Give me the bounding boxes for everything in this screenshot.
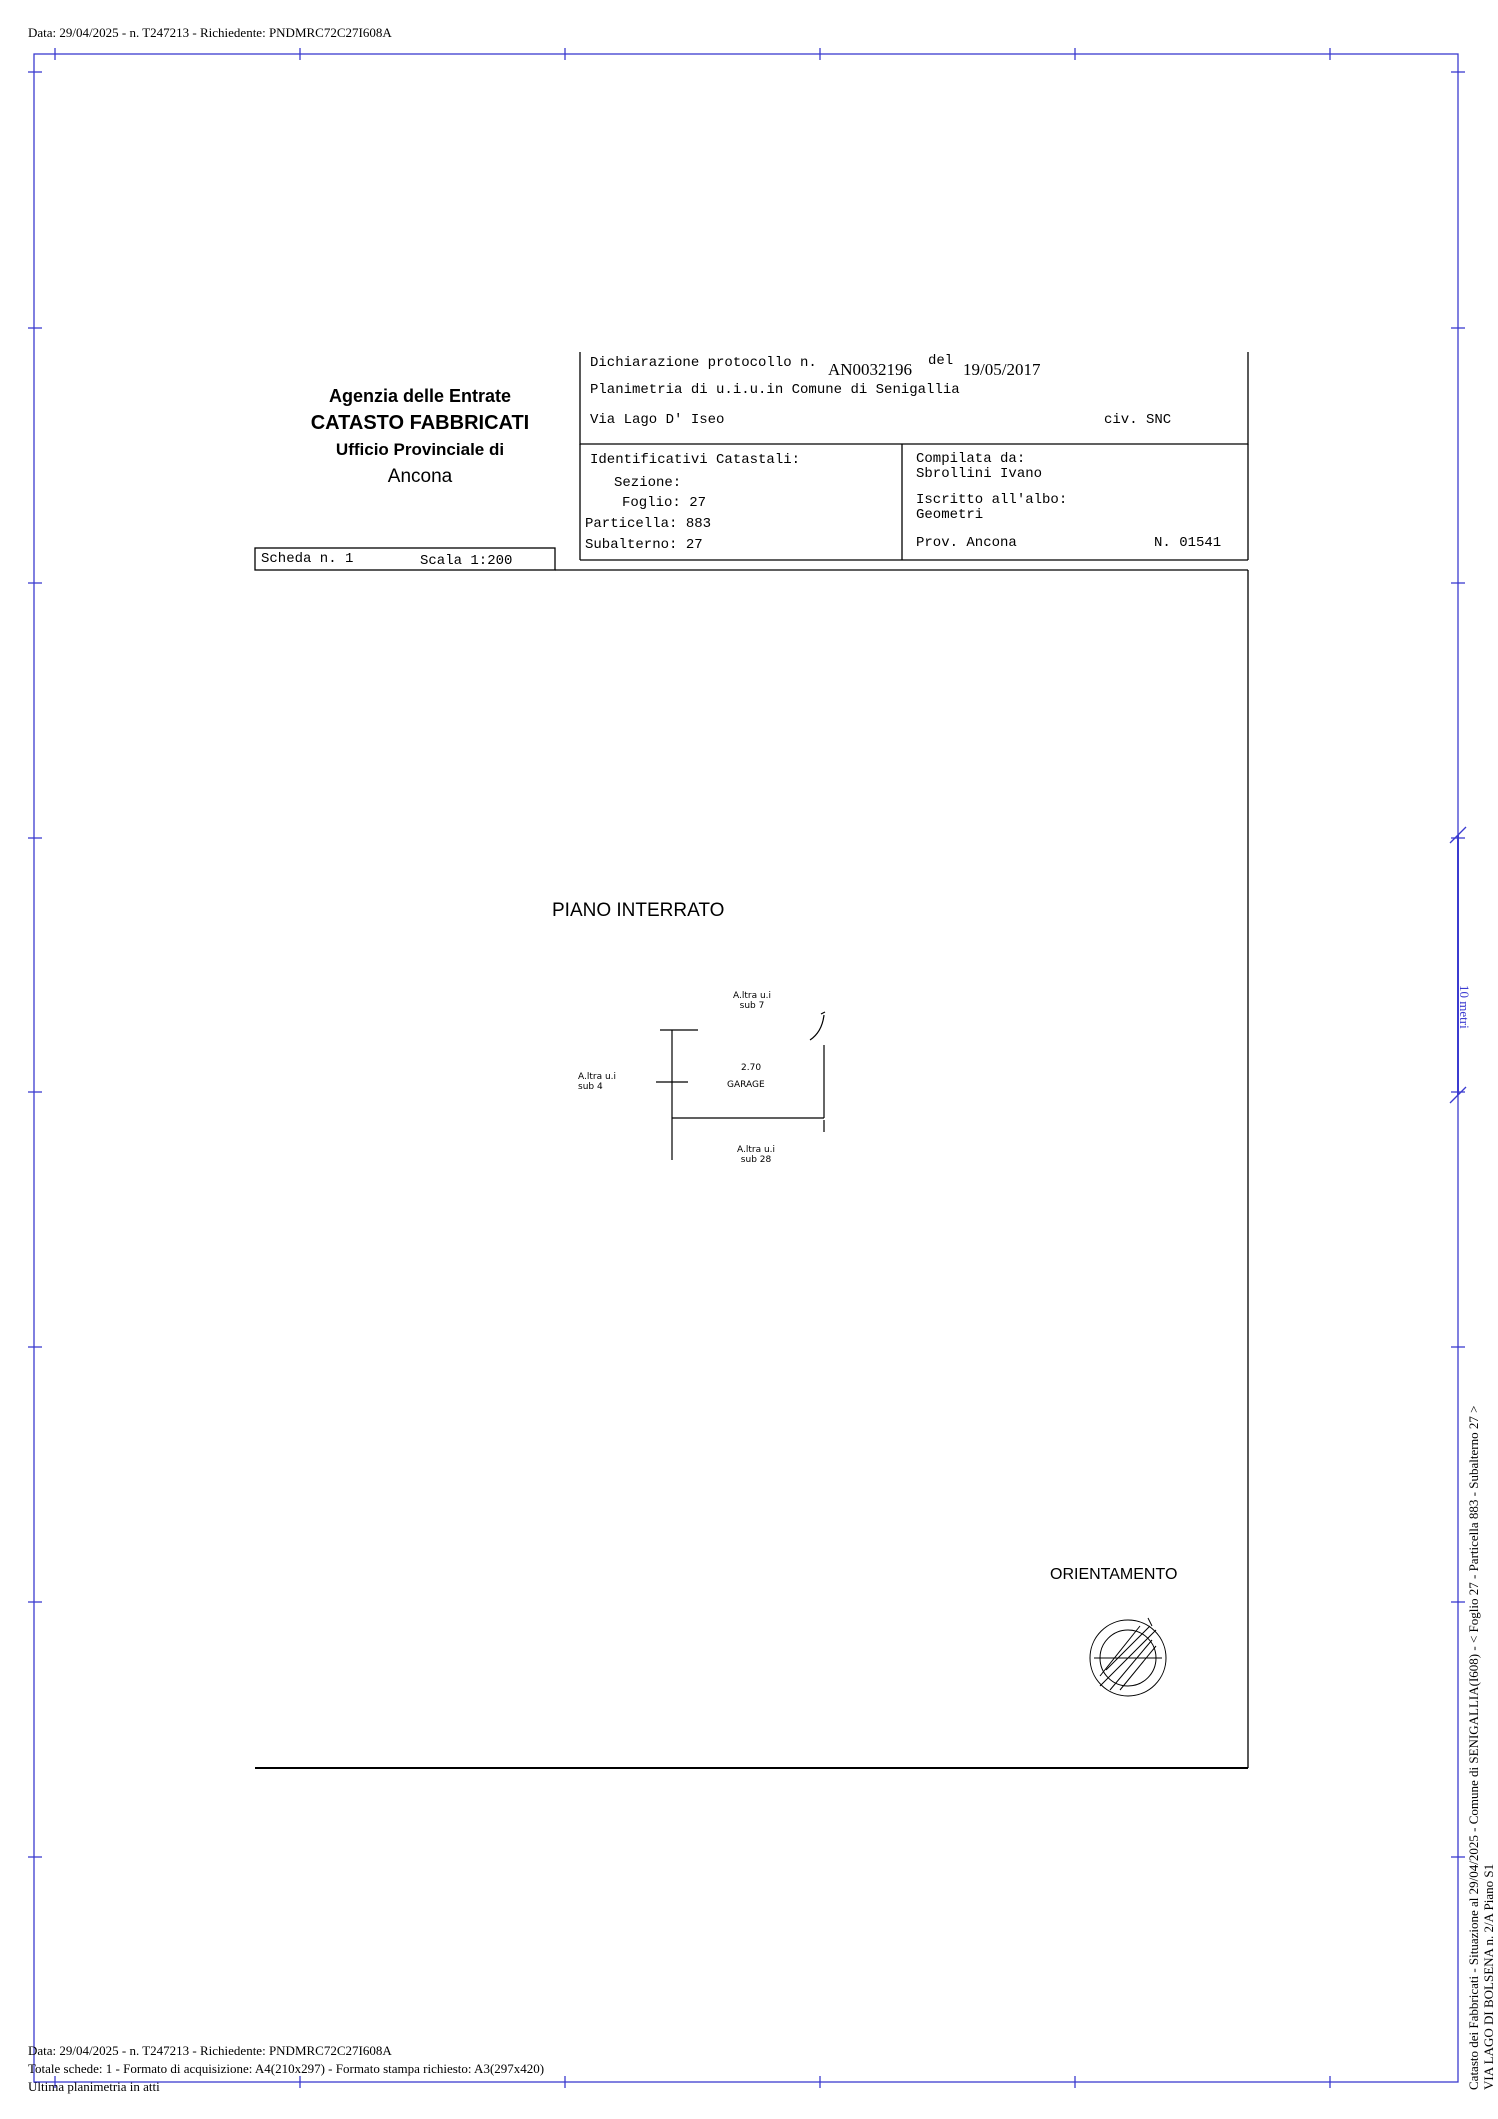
compass-icon <box>1090 1618 1166 1696</box>
province: Prov. Ancona <box>916 535 1017 551</box>
room-height: 2.70 <box>741 1063 762 1073</box>
del-label: del <box>928 353 954 369</box>
particella: Particella: 883 <box>585 516 712 532</box>
address: Via Lago D' Iseo <box>590 412 725 428</box>
protocol-date: 19/05/2017 <box>963 360 1041 379</box>
scheda-number: Scheda n. 1 <box>261 551 354 567</box>
room-name: GARAGE <box>727 1080 765 1090</box>
planimetry-line: Planimetria di u.i.u.in Comune di Senigallia <box>590 382 960 398</box>
label-sub28: A.ltra u.i sub 28 <box>737 1145 776 1165</box>
protocol-number: AN0032196 <box>828 360 913 379</box>
scale: Scala 1:200 <box>420 553 513 569</box>
label-sub4: A.ltra u.i sub 4 <box>578 1072 617 1092</box>
footer-line-3: Ultima planimetria in atti <box>28 2079 160 2094</box>
agency-block <box>255 384 585 492</box>
agency-catasto: CATASTO FABBRICATI <box>310 412 530 434</box>
agency-city: Ancona <box>387 466 453 487</box>
subalterno: Subalterno: 27 <box>585 537 703 553</box>
agency-name: Agenzia delle Entrate <box>328 386 512 406</box>
identifiers-title: Identificativi Catastali: <box>590 452 801 468</box>
side-text-1: Catasto dei Fabbricati - Situazione al 29/04/2025 - Comune di SENIGALLIA(I608) - < Foglio 27 - Particella 883 - Subalterno 27 > <box>1466 1405 1481 2090</box>
label-sub7: A.ltra u.i sub 7 <box>733 991 772 1011</box>
foglio: Foglio: 27 <box>622 495 707 511</box>
albo-label: Iscritto all'albo: <box>916 492 1068 508</box>
compiler-name: Sbrollini Ivano <box>916 466 1043 482</box>
plan-title: PIANO INTERRATO <box>552 900 725 921</box>
protocol-label: Dichiarazione protocollo n. <box>590 355 817 371</box>
albo: Geometri <box>916 507 984 523</box>
sezione: Sezione: <box>614 475 682 491</box>
header-text: Data: 29/04/2025 - n. T247213 - Richiedente: PNDMRC72C27I608A <box>28 25 392 40</box>
footer-line-1: Data: 29/04/2025 - n. T247213 - Richiedente: PNDMRC72C27I608A <box>28 2043 392 2058</box>
compilata-label: Compilata da: <box>916 451 1026 467</box>
scale-bar-label: 10 metri <box>1457 985 1472 1029</box>
agency-office: Ufficio Provinciale di <box>335 440 505 459</box>
side-text-2: VIA LAGO DI BOLSENA n. 2/A Piano S1 <box>1481 1863 1496 2090</box>
footer <box>28 2042 544 2096</box>
civ-number: civ. SNC <box>1104 412 1172 428</box>
registration-number: N. 01541 <box>1154 535 1222 551</box>
orientation-label: ORIENTAMENTO <box>1050 1566 1178 1583</box>
footer-line-2: Totale schede: 1 - Formato di acquisizione: A4(210x297) - Formato stampa richiesto: A3(297x420) <box>28 2061 545 2076</box>
